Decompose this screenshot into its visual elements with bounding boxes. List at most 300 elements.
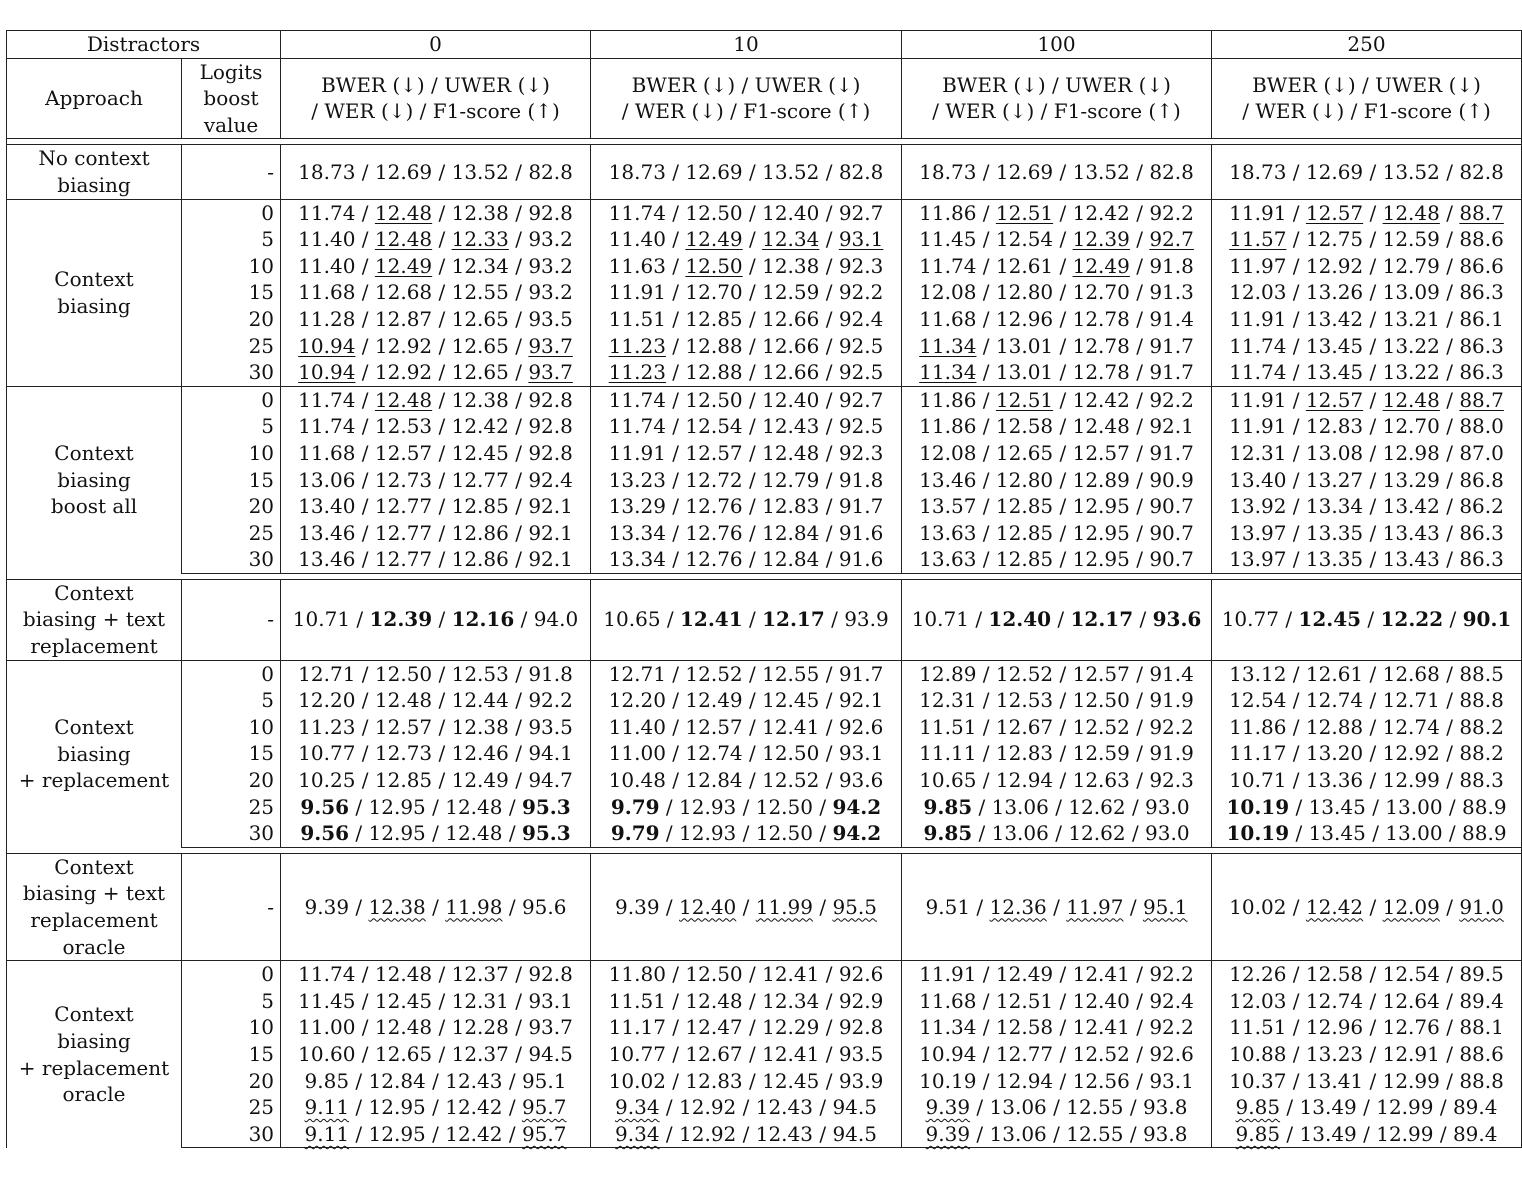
f1-value: 94.0 [533, 607, 579, 632]
uwer-value: 12.57 [685, 440, 743, 465]
f1-value: 93.2 [528, 280, 573, 305]
uwer-value: 12.94 [995, 1068, 1054, 1093]
f1-value: 90.7 [1149, 520, 1194, 545]
metrics-cell: 11.40 / 12.48 / 12.33 / 93.2 [281, 226, 591, 253]
wer-value: 12.99 [1382, 768, 1440, 793]
uwer-value: 12.96 [1305, 1015, 1364, 1040]
wer-value: 12.45 [762, 1068, 820, 1093]
f1-value: 82.8 [528, 159, 573, 184]
metrics-cell: 12.20 / 12.49 / 12.45 / 92.1 [591, 687, 902, 714]
uwer-value: 12.54 [995, 227, 1054, 252]
metrics-cell: 13.63 / 12.85 / 12.95 / 90.7 [902, 546, 1212, 573]
wer-value: 12.76 [1382, 1015, 1440, 1040]
uwer-value: 12.48 [374, 962, 433, 987]
approach-cell [7, 199, 182, 386]
metrics-cell: 10.37 / 13.41 / 12.99 / 88.8 [1212, 1068, 1522, 1095]
bwer-value: 12.31 [919, 688, 977, 713]
f1-value: 82.8 [1459, 159, 1504, 184]
uwer-value: 12.69 [1305, 159, 1364, 184]
uwer-value: 12.92 [374, 360, 433, 385]
uwer-value: 13.45 [1308, 821, 1366, 846]
wer-value: 12.79 [762, 467, 820, 492]
wer-value: 12.40 [762, 200, 820, 225]
metrics-cell: 9.79 / 12.93 / 12.50 / 94.2 [591, 820, 902, 847]
metric-header [591, 58, 902, 139]
metrics-cell: 10.94 / 12.92 / 12.65 / 93.7 [281, 333, 591, 360]
uwer-value: 12.67 [685, 1041, 743, 1066]
f1-value: 91.9 [1149, 741, 1194, 766]
f1-value: 86.3 [1459, 520, 1504, 545]
distractor-header-0: 0 [281, 31, 591, 59]
wer-value: 12.17 [762, 607, 825, 632]
bwer-value: 12.71 [608, 661, 666, 686]
approach-line: Context [54, 854, 134, 879]
metrics-cell: 18.73 / 12.69 / 13.52 / 82.8 [281, 145, 591, 199]
bwer-value: 11.68 [298, 280, 356, 305]
f1-value: 89.4 [1459, 988, 1504, 1013]
wer-value: 12.65 [451, 360, 509, 385]
wer-value: 12.98 [1382, 440, 1440, 465]
wer-value: 12.56 [1072, 1068, 1130, 1093]
wer-value: 12.43 [445, 1068, 503, 1093]
bwer-value: 11.68 [298, 440, 356, 465]
metrics-cell: 11.74 / 13.45 / 13.22 / 86.3 [1212, 359, 1522, 386]
uwer-value: 12.49 [995, 962, 1054, 987]
bwer-value: 12.20 [298, 688, 356, 713]
uwer-value: 12.52 [685, 661, 743, 686]
f1-value: 93.7 [528, 360, 573, 385]
boost-value: 20 [182, 1068, 281, 1095]
uwer-value: 13.06 [989, 1121, 1047, 1146]
f1-value: 88.5 [1459, 661, 1504, 686]
metrics-cell: 12.08 / 12.80 / 12.70 / 91.3 [902, 279, 1212, 306]
wer-value: 12.57 [1072, 440, 1130, 465]
wer-value: 12.48 [762, 440, 820, 465]
bwer-value: 9.56 [300, 794, 350, 819]
bwer-value: 13.23 [608, 467, 666, 492]
table-row [7, 579, 1522, 660]
metrics-cell: 11.63 / 12.50 / 12.38 / 92.3 [591, 253, 902, 280]
wer-value: 13.09 [1382, 280, 1440, 305]
f1-value: 93.5 [528, 306, 573, 331]
approach-line: + replacement [18, 1055, 170, 1080]
bwer-value: 10.65 [919, 768, 977, 793]
bwer-value: 11.17 [608, 1015, 666, 1040]
f1-value: 91.8 [1149, 253, 1194, 278]
metric-header-line: / WER (↓) / F1-score (↑) [621, 99, 871, 124]
f1-value: 91.7 [1149, 440, 1194, 465]
f1-value: 93.9 [844, 607, 889, 632]
metrics-cell: 9.85 / 13.49 / 12.99 / 89.4 [1212, 1121, 1522, 1148]
uwer-value: 12.76 [685, 547, 743, 572]
wer-value: 12.38 [451, 714, 509, 739]
uwer-value: 12.74 [685, 741, 743, 766]
metric-header-line: BWER (↓) / UWER (↓) [321, 72, 550, 97]
wer-value: 12.45 [451, 440, 509, 465]
uwer-value: 13.34 [1305, 494, 1364, 519]
f1-value: 95.1 [521, 1068, 567, 1093]
wer-value: 12.62 [1068, 794, 1126, 819]
metric-header [281, 58, 591, 139]
f1-value: 93.7 [528, 333, 573, 358]
wer-value: 12.71 [1382, 688, 1440, 713]
metrics-cell: 11.86 / 12.88 / 12.74 / 88.2 [1212, 714, 1522, 741]
boost-header-line: Logits [199, 59, 263, 84]
metrics-cell: 18.73 / 12.69 / 13.52 / 82.8 [902, 145, 1212, 199]
f1-value: 95.1 [1142, 894, 1188, 919]
bwer-value: 13.97 [1229, 520, 1287, 545]
metrics-cell: 11.74 / 12.61 / 12.49 / 91.8 [902, 253, 1212, 280]
uwer-value: 12.88 [1305, 714, 1364, 739]
wer-value: 12.59 [762, 280, 820, 305]
f1-value: 94.7 [528, 768, 573, 793]
bwer-value: 10.48 [608, 768, 666, 793]
table-row [7, 493, 1522, 520]
f1-value: 92.8 [528, 387, 573, 412]
bwer-value: 10.71 [1229, 768, 1287, 793]
uwer-value: 12.48 [374, 688, 433, 713]
uwer-value: 12.69 [995, 159, 1054, 184]
bwer-value: 18.73 [919, 159, 977, 184]
f1-value: 90.1 [1462, 607, 1512, 632]
wer-value: 12.17 [1070, 607, 1134, 632]
boost-value: 0 [182, 961, 281, 988]
metrics-cell: 11.74 / 12.54 / 12.43 / 92.5 [591, 413, 902, 440]
bwer-value: 11.86 [919, 200, 977, 225]
metrics-cell: 18.73 / 12.69 / 13.52 / 82.8 [591, 145, 902, 199]
boost-value: 0 [182, 660, 281, 687]
boost-value: 25 [182, 333, 281, 360]
uwer-value: 12.38 [368, 894, 426, 919]
approach-cell [7, 961, 182, 1148]
bwer-value: 10.77 [1221, 607, 1279, 632]
wer-value: 12.49 [1072, 253, 1130, 278]
bwer-value: 11.68 [919, 306, 977, 331]
wer-value: 12.34 [762, 988, 820, 1013]
metrics-cell: 13.34 / 12.76 / 12.84 / 91.6 [591, 520, 902, 547]
metrics-cell: 10.71 / 12.40 / 12.17 / 93.6 [902, 579, 1212, 660]
wer-value: 12.65 [451, 333, 509, 358]
approach-line: biasing + text [22, 881, 166, 906]
f1-value: 93.8 [1142, 1095, 1188, 1120]
wer-value: 12.59 [1382, 227, 1440, 252]
bwer-value: 10.94 [298, 360, 356, 385]
uwer-value: 12.92 [679, 1095, 737, 1120]
table-row [7, 853, 1522, 960]
metrics-cell: 11.00 / 12.48 / 12.28 / 93.7 [281, 1014, 591, 1041]
f1-value: 91.8 [838, 467, 884, 492]
bwer-value: 11.40 [608, 227, 666, 252]
f1-value: 93.5 [528, 714, 573, 739]
f1-value: 93.8 [1142, 1121, 1188, 1146]
uwer-value: 12.77 [374, 494, 433, 519]
metrics-cell: 10.19 / 13.45 / 13.00 / 88.9 [1212, 794, 1522, 821]
uwer-value: 12.49 [685, 688, 743, 713]
approach-line: replacement [30, 634, 158, 659]
metrics-cell: 11.74 / 12.48 / 12.38 / 92.8 [281, 199, 591, 226]
metrics-cell: 10.71 / 13.36 / 12.99 / 88.3 [1212, 767, 1522, 794]
f1-value: 93.7 [528, 1015, 573, 1040]
approach-line: biasing [57, 467, 131, 492]
uwer-value: 12.57 [685, 714, 743, 739]
f1-value: 91.7 [838, 661, 884, 686]
wer-value: 12.43 [755, 1121, 813, 1146]
table-row [7, 413, 1522, 440]
uwer-value: 12.41 [680, 607, 743, 632]
metrics-cell: 11.51 / 12.96 / 12.76 / 88.1 [1212, 1014, 1522, 1041]
metrics-cell: 11.74 / 12.50 / 12.40 / 92.7 [591, 386, 902, 413]
bwer-value: 11.91 [1229, 306, 1287, 331]
metrics-cell: 11.40 / 12.49 / 12.34 / 93.2 [281, 253, 591, 280]
approach-cell [7, 579, 182, 660]
bwer-value: 13.92 [1229, 494, 1287, 519]
metrics-cell: 12.26 / 12.58 / 12.54 / 89.5 [1212, 961, 1522, 988]
f1-value: 92.6 [1149, 1041, 1194, 1066]
bwer-value: 11.91 [1229, 414, 1287, 439]
metrics-cell: 10.19 / 12.94 / 12.56 / 93.1 [902, 1068, 1212, 1095]
wer-value: 12.99 [1376, 1095, 1434, 1120]
wer-value: 12.99 [1376, 1121, 1434, 1146]
wer-value: 12.68 [1382, 661, 1440, 686]
f1-value: 90.9 [1149, 467, 1194, 492]
metrics-cell: 11.11 / 12.83 / 12.59 / 91.9 [902, 740, 1212, 767]
wer-value: 12.78 [1072, 306, 1130, 331]
f1-value: 95.7 [521, 1121, 567, 1146]
bwer-value: 11.17 [1229, 741, 1287, 766]
f1-value: 94.2 [832, 821, 882, 846]
uwer-value: 13.42 [1305, 306, 1364, 331]
wer-value: 12.50 [1072, 688, 1130, 713]
uwer-value: 12.53 [374, 414, 433, 439]
bwer-value: 13.46 [919, 467, 977, 492]
table-row [7, 1041, 1522, 1068]
approach-line: boost all [50, 494, 138, 519]
metrics-cell: 10.25 / 12.85 / 12.49 / 94.7 [281, 767, 591, 794]
bwer-value: 11.74 [298, 387, 356, 412]
wer-value: 12.89 [1072, 467, 1130, 492]
bwer-value: 10.19 [919, 1068, 977, 1093]
wer-value: 12.38 [451, 200, 509, 225]
f1-value: 91.7 [1149, 333, 1194, 358]
metrics-cell: 13.12 / 12.61 / 12.68 / 88.5 [1212, 660, 1522, 687]
uwer-value: 12.48 [685, 988, 743, 1013]
metrics-cell: 13.34 / 12.76 / 12.84 / 91.6 [591, 546, 902, 573]
metrics-cell: 12.03 / 12.74 / 12.64 / 89.4 [1212, 988, 1522, 1015]
f1-value: 95.3 [521, 821, 571, 846]
approach-line: oracle [62, 1082, 126, 1107]
metrics-cell: 13.29 / 12.76 / 12.83 / 91.7 [591, 493, 902, 520]
wer-value: 12.39 [1072, 227, 1130, 252]
boost-value: 5 [182, 413, 281, 440]
wer-value: 12.50 [755, 821, 813, 846]
uwer-value: 12.40 [679, 894, 737, 919]
uwer-value: 12.95 [368, 821, 426, 846]
f1-value: 92.2 [528, 688, 573, 713]
f1-value: 92.5 [838, 414, 884, 439]
f1-value: 92.1 [528, 494, 573, 519]
wer-value: 12.49 [451, 768, 509, 793]
bwer-value: 10.19 [1226, 821, 1290, 846]
bwer-value: 11.11 [919, 741, 977, 766]
uwer-value: 12.57 [1305, 200, 1364, 225]
wer-value: 12.40 [1072, 988, 1130, 1013]
bwer-value: 13.29 [608, 494, 666, 519]
f1-value: 92.6 [838, 714, 884, 739]
metrics-cell: 13.46 / 12.77 / 12.86 / 92.1 [281, 546, 591, 573]
boost-value: 15 [182, 279, 281, 306]
uwer-value: 12.58 [995, 1015, 1054, 1040]
bwer-value: 9.85 [923, 821, 973, 846]
uwer-value: 12.85 [995, 494, 1054, 519]
bwer-value: 12.26 [1229, 962, 1287, 987]
uwer-value: 12.65 [374, 1041, 433, 1066]
uwer-value: 13.23 [1305, 1041, 1364, 1066]
bwer-value: 9.11 [304, 1095, 350, 1120]
bwer-value: 11.74 [1229, 360, 1287, 385]
uwer-value: 12.50 [685, 253, 743, 278]
metrics-cell: 10.19 / 13.45 / 13.00 / 88.9 [1212, 820, 1522, 847]
bwer-value: 10.88 [1229, 1041, 1287, 1066]
wer-value: 12.74 [1382, 714, 1440, 739]
boost-value: 5 [182, 226, 281, 253]
table-row [7, 359, 1522, 386]
bwer-value: 10.71 [911, 607, 969, 632]
wer-value: 12.31 [451, 988, 509, 1013]
approach-line: Context [54, 441, 134, 466]
bwer-value: 10.37 [1229, 1068, 1287, 1093]
metrics-cell: 11.51 / 12.67 / 12.52 / 92.2 [902, 714, 1212, 741]
table-row [7, 1121, 1522, 1148]
table-row [7, 794, 1522, 821]
wer-value: 12.95 [1072, 520, 1130, 545]
metrics-cell: 9.39 / 12.38 / 11.98 / 95.6 [281, 853, 591, 960]
wer-value: 12.45 [762, 688, 820, 713]
bwer-value: 11.74 [608, 200, 666, 225]
uwer-value: 12.80 [995, 280, 1054, 305]
distractor-header-10: 10 [591, 31, 902, 59]
table-row [7, 520, 1522, 547]
wer-value: 12.41 [762, 714, 820, 739]
wer-value: 12.48 [445, 821, 503, 846]
metrics-cell: 11.45 / 12.54 / 12.39 / 92.7 [902, 226, 1212, 253]
uwer-value: 12.74 [1305, 988, 1364, 1013]
metrics-cell: 9.56 / 12.95 / 12.48 / 95.3 [281, 820, 591, 847]
metrics-cell: 11.40 / 12.57 / 12.41 / 92.6 [591, 714, 902, 741]
metrics-cell: 11.23 / 12.57 / 12.38 / 93.5 [281, 714, 591, 741]
f1-value: 94.5 [528, 1041, 573, 1066]
wer-value: 13.43 [1382, 520, 1440, 545]
wer-value: 12.22 [1380, 607, 1444, 632]
table-row [7, 1094, 1522, 1121]
uwer-value: 12.53 [995, 688, 1054, 713]
metrics-cell: 9.85 / 12.84 / 12.43 / 95.1 [281, 1068, 591, 1095]
f1-value: 86.3 [1459, 547, 1504, 572]
uwer-value: 12.68 [374, 280, 433, 305]
f1-value: 93.1 [528, 988, 573, 1013]
wer-value: 12.16 [451, 607, 515, 632]
wer-value: 12.92 [1382, 741, 1440, 766]
bwer-value: 11.74 [298, 414, 356, 439]
uwer-value: 12.69 [374, 159, 433, 184]
uwer-value: 12.85 [685, 306, 743, 331]
bwer-value: 13.34 [608, 547, 666, 572]
metrics-cell: 11.86 / 12.51 / 12.42 / 92.2 [902, 199, 1212, 226]
f1-value: 88.0 [1459, 414, 1504, 439]
wer-value: 12.78 [1072, 360, 1130, 385]
metrics-cell: 11.86 / 12.58 / 12.48 / 92.1 [902, 413, 1212, 440]
approach-line: oracle [62, 934, 126, 959]
uwer-value: 12.36 [989, 894, 1047, 919]
metrics-cell: 11.74 / 12.48 / 12.38 / 92.8 [281, 386, 591, 413]
metrics-cell: 11.28 / 12.87 / 12.65 / 93.5 [281, 306, 591, 333]
wer-value: 12.59 [1072, 741, 1130, 766]
wer-value: 13.52 [1382, 159, 1440, 184]
f1-value: 92.2 [1149, 200, 1194, 225]
uwer-value: 13.26 [1305, 280, 1364, 305]
metrics-cell: 11.34 / 13.01 / 12.78 / 91.7 [902, 333, 1212, 360]
bwer-value: 13.40 [298, 494, 356, 519]
bwer-value: 10.60 [298, 1041, 356, 1066]
f1-value: 88.8 [1459, 1068, 1504, 1093]
wer-value: 12.50 [755, 794, 813, 819]
f1-value: 86.2 [1459, 494, 1504, 519]
metrics-cell: 11.74 / 13.45 / 13.22 / 86.3 [1212, 333, 1522, 360]
wer-value: 13.43 [1382, 547, 1440, 572]
wer-value: 12.66 [762, 333, 820, 358]
bwer-value: 11.91 [1229, 387, 1287, 412]
f1-value: 89.4 [1452, 1121, 1498, 1146]
f1-value: 91.0 [1459, 894, 1504, 919]
f1-value: 91.6 [838, 520, 884, 545]
metrics-cell: 9.79 / 12.93 / 12.50 / 94.2 [591, 794, 902, 821]
metrics-cell: 13.57 / 12.85 / 12.95 / 90.7 [902, 493, 1212, 520]
wer-value: 12.63 [1072, 768, 1130, 793]
bwer-value: 10.77 [298, 741, 356, 766]
wer-value: 12.44 [451, 688, 509, 713]
bwer-value: 10.19 [1226, 794, 1290, 819]
wer-value: 13.42 [1382, 494, 1440, 519]
wer-value: 12.48 [445, 794, 503, 819]
bwer-value: 13.63 [919, 547, 977, 572]
wer-value: 13.29 [1382, 467, 1440, 492]
metric-header [1212, 58, 1522, 139]
table-row [7, 333, 1522, 360]
wer-value: 12.91 [1382, 1041, 1440, 1066]
uwer-value: 12.50 [685, 962, 743, 987]
table-row [7, 546, 1522, 573]
uwer-value: 13.01 [995, 360, 1054, 385]
f1-value: 92.9 [838, 988, 884, 1013]
uwer-value: 12.96 [995, 306, 1054, 331]
f1-value: 91.7 [1149, 360, 1194, 385]
f1-value: 88.2 [1459, 714, 1504, 739]
metrics-cell: 11.80 / 12.50 / 12.41 / 92.6 [591, 961, 902, 988]
wer-value: 12.95 [1072, 547, 1130, 572]
wer-value: 12.57 [1072, 661, 1130, 686]
uwer-value: 12.95 [368, 1095, 426, 1120]
metrics-cell: 11.17 / 13.20 / 12.92 / 88.2 [1212, 740, 1522, 767]
boost-value: 5 [182, 988, 281, 1015]
bwer-value: 11.34 [919, 360, 977, 385]
wer-value: 12.41 [1072, 1015, 1130, 1040]
table-row [7, 767, 1522, 794]
f1-value: 91.3 [1149, 280, 1194, 305]
f1-value: 88.7 [1459, 387, 1504, 412]
approach-line: No context [38, 146, 150, 171]
uwer-value: 12.80 [995, 467, 1054, 492]
approach-line: Context [54, 1002, 134, 1027]
wer-value: 12.43 [762, 414, 820, 439]
